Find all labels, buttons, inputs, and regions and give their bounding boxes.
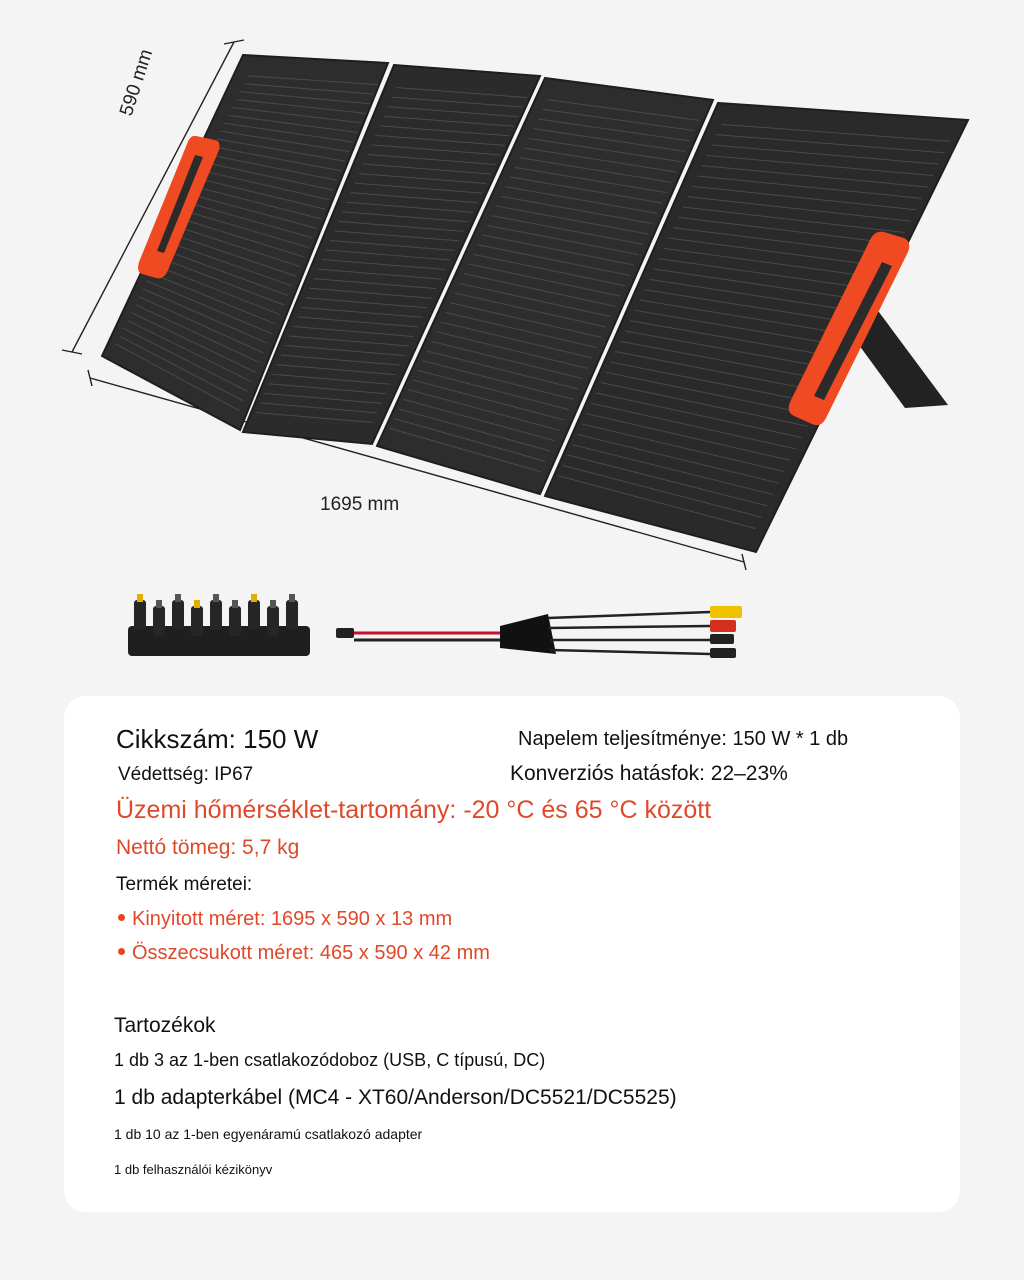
unfolded-size-item: Kinyitott méret: 1695 x 590 x 13 mm [118,908,452,931]
connector-tip [229,606,241,636]
connector-tip [153,606,165,636]
connector-tip-pin [137,594,143,602]
connector-tip-pin [156,600,162,608]
efficiency-label: Konverziós hatásfok: 22–23% [510,762,788,785]
accessory-item: 1 db adapterkábel (MC4 - XT60/Anderson/DC5521/DC5525) [114,1086,677,1109]
connector-tip [210,600,222,630]
mc4-adapter-cable-icon [336,606,742,658]
connector-tip-pin [194,600,200,608]
spec-card [64,696,960,1212]
accessory-item: 1 db felhasználói kézikönyv [114,1162,273,1177]
folded-size-item: Összecsukott méret: 465 x 590 x 42 mm [118,942,490,965]
length-dimension-label: 1695 mm [320,494,400,515]
sku-label: Cikkszám: 150 W [116,724,319,754]
operating-temp-label: Üzemi hőmérséklet-tartomány: -20 °C és 65 °C között [116,796,712,824]
connector-tip-pin [175,594,181,602]
accessory-item: 1 db 3 az 1-ben csatlakozódoboz (USB, C típusú, DC) [114,1050,546,1070]
connector-tip [267,606,279,636]
connector-tip-pin [232,600,238,608]
panel-power-label: Napelem teljesítménye: 150 W * 1 db [518,728,849,750]
connector-tip-pin [289,594,295,602]
accessory-item: 1 db 10 az 1-ben egyenáramú csatlakozó adapter [114,1126,423,1142]
protection-label: Védettség: IP67 [118,764,254,785]
net-weight-label: Nettó tömeg: 5,7 kg [116,836,300,859]
width-dimension-label: 590 mm [116,46,158,119]
connector-tip-pin [213,594,219,602]
connector-tip [172,600,184,630]
connector-tip-pin [251,594,257,602]
dc-connector-tips-icon [128,594,310,656]
connector-tip [286,600,298,630]
accessories-heading: Tartozékok [114,1014,216,1037]
connector-tip [134,600,146,630]
connector-tip-pin [270,600,276,608]
dimensions-heading: Termék méretei: [116,874,253,895]
connector-tip [191,606,203,636]
connector-tip [248,600,260,630]
